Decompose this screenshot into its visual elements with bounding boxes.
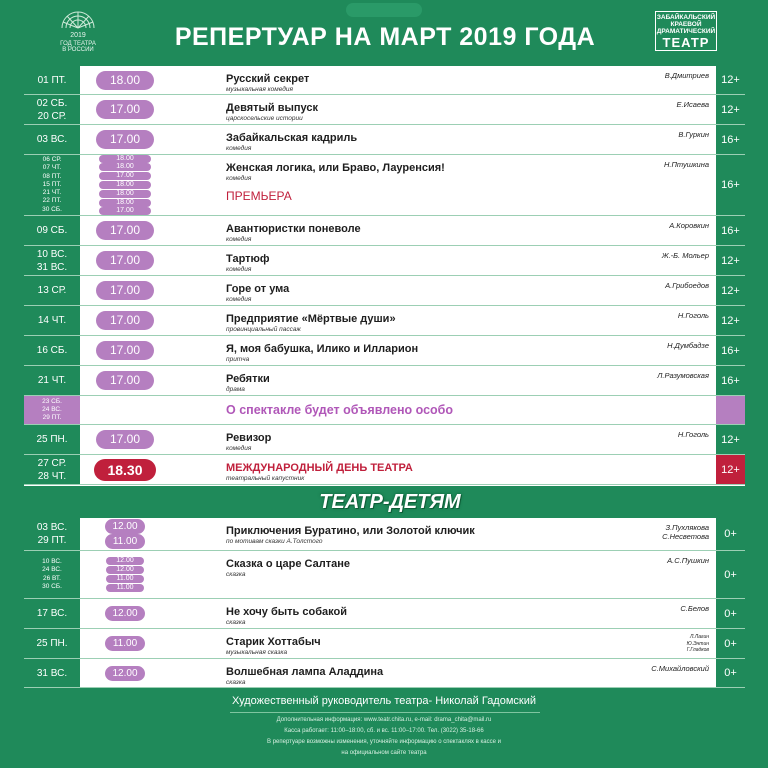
age-rating: 0+ bbox=[716, 599, 745, 628]
date-label: 16 СБ. bbox=[36, 345, 68, 356]
play-title: Забайкальская кадриль bbox=[226, 132, 358, 144]
logo-line-2: В РОССИИ bbox=[62, 47, 94, 53]
date-label: 31 ВС. bbox=[36, 261, 68, 273]
row-times bbox=[80, 659, 170, 687]
theatre-logo-line-3: ДРАМАТИЧЕСКИЙ bbox=[656, 28, 716, 35]
kids-schedule-row[interactable] bbox=[24, 629, 745, 659]
date-label: 30 СБ. bbox=[42, 205, 62, 213]
age-rating: 12+ bbox=[716, 425, 745, 454]
play-author bbox=[687, 634, 709, 654]
date-label: 30 СБ. bbox=[42, 582, 62, 590]
row-times bbox=[80, 246, 170, 275]
date-label: 03 ВС. bbox=[36, 522, 68, 533]
footer-info-line-1: Дополнительная информация: www.teatr.chita.ru, e-mail: drama_chita@mail.ru bbox=[276, 717, 492, 723]
author-name: Н.Думбадзе bbox=[667, 341, 709, 350]
play-title: Волшебная лампа Аладдина bbox=[226, 666, 384, 678]
time-pill: 18.00 bbox=[99, 155, 151, 163]
age-rating: 0+ bbox=[716, 629, 745, 658]
time-pill: 11.00 bbox=[106, 584, 144, 592]
schedule-row[interactable] bbox=[24, 155, 745, 216]
row-dates bbox=[24, 306, 80, 335]
time-pill: 17.00 bbox=[96, 430, 154, 449]
author-name: З.Пухлякова bbox=[665, 523, 709, 532]
play-genre: комедия bbox=[226, 445, 252, 452]
row-dates bbox=[24, 425, 80, 454]
age-rating: 12+ bbox=[716, 306, 745, 335]
play-title: Я, моя бабушка, Илико и Илларион bbox=[226, 343, 419, 355]
date-label: 03 ВС. bbox=[36, 134, 68, 145]
author-name: Г.Гладков bbox=[686, 647, 709, 653]
play-author bbox=[678, 311, 709, 320]
date-label: 09 СБ. bbox=[36, 225, 68, 236]
author-name: Н.Гоголь bbox=[677, 430, 709, 439]
play-genre: музыкальная сказка bbox=[226, 649, 288, 656]
play-author bbox=[669, 221, 709, 230]
play-title: Старик Хоттабыч bbox=[226, 636, 321, 648]
theatre-day-row[interactable] bbox=[24, 455, 745, 485]
row-dates bbox=[24, 551, 80, 598]
theatre-logo-line-1: ЗАБАЙКАЛЬСКИЙ bbox=[656, 14, 716, 21]
age-rating: 0+ bbox=[716, 659, 745, 687]
schedule-row[interactable] bbox=[24, 425, 745, 455]
play-genre: по мотивам сказки А.Толстого bbox=[226, 538, 323, 545]
play-info bbox=[226, 373, 270, 394]
row-times bbox=[80, 95, 170, 124]
footer-info-line-2: Касса работает: 11:00–18:00, сб. и вс. 11:00–17:00. Тел. (3022) 35-18-66 bbox=[284, 728, 484, 734]
author-name: Л.Разумовская bbox=[657, 371, 709, 380]
age-rating: 12+ bbox=[716, 246, 745, 275]
play-author bbox=[678, 130, 709, 139]
play-genre: комедия bbox=[226, 236, 252, 243]
play-info bbox=[226, 343, 418, 364]
header-tab-decoration bbox=[346, 3, 422, 17]
play-info bbox=[226, 462, 413, 483]
play-genre: сказка bbox=[226, 571, 246, 578]
time-pill: 12.00 bbox=[105, 606, 145, 621]
date-label: 14 ЧТ. bbox=[37, 315, 67, 326]
age-rating: 12+ bbox=[716, 66, 745, 94]
age-rating: 16+ bbox=[716, 155, 745, 215]
play-genre: притча bbox=[226, 356, 250, 363]
play-genre: комедия bbox=[226, 145, 252, 152]
play-info bbox=[226, 636, 321, 657]
schedule-row[interactable] bbox=[24, 216, 745, 246]
theatre-logo bbox=[655, 11, 717, 51]
play-info bbox=[226, 283, 289, 304]
date-label: 17 ВС. bbox=[36, 608, 68, 619]
schedule-row[interactable] bbox=[24, 366, 745, 396]
row-times bbox=[80, 366, 170, 395]
schedule-row[interactable] bbox=[24, 95, 745, 125]
date-label: 15 ПТ. bbox=[42, 180, 62, 188]
age-rating: 16+ bbox=[716, 125, 745, 154]
date-label: 07 ЧТ. bbox=[42, 164, 62, 172]
premiere-label: ПРЕМЬЕРА bbox=[226, 189, 292, 203]
row-times bbox=[80, 551, 170, 598]
date-label: 28 ЧТ. bbox=[37, 470, 67, 482]
date-label: 22 ПТ. bbox=[42, 197, 62, 205]
author-name: А.Грибоедов bbox=[665, 281, 709, 290]
date-label: 29 ПТ. bbox=[37, 535, 67, 546]
row-times bbox=[80, 599, 170, 628]
adult-schedule-table bbox=[24, 66, 745, 486]
kids-schedule-row[interactable] bbox=[24, 518, 745, 551]
footer-director: Художественный руководитель театра- Николай Гадомский bbox=[231, 695, 537, 707]
date-label: 23 СБ. bbox=[42, 397, 62, 405]
date-label: 02 СБ. bbox=[36, 97, 68, 109]
time-pill: 11.00 bbox=[106, 575, 144, 583]
time-pill: 12.00 bbox=[106, 557, 144, 565]
author-name: В.Дмитриев bbox=[664, 71, 709, 80]
play-title: Тартюф bbox=[226, 253, 270, 265]
play-author bbox=[662, 523, 709, 541]
date-label: 24 ВС. bbox=[42, 566, 62, 574]
row-dates bbox=[24, 95, 80, 124]
date-label: 10 ВС. bbox=[42, 557, 62, 565]
kids-schedule-row[interactable] bbox=[24, 659, 745, 688]
row-times bbox=[80, 125, 170, 154]
schedule-row[interactable] bbox=[24, 125, 745, 155]
footer-divider bbox=[230, 712, 540, 713]
date-label: 21 ЧТ. bbox=[42, 189, 62, 197]
date-label: 31 ВС. bbox=[36, 667, 68, 679]
play-author bbox=[657, 371, 709, 380]
play-genre: комедия bbox=[226, 175, 252, 182]
play-author bbox=[664, 160, 709, 169]
date-label: 20 СР. bbox=[37, 110, 67, 122]
author-name: С.Михайловский bbox=[651, 664, 709, 673]
play-author bbox=[667, 556, 709, 565]
row-times bbox=[80, 155, 170, 215]
play-title: Предприятие «Мёртвые души» bbox=[226, 313, 396, 325]
play-title: Приключения Буратино, или Золотой ключик bbox=[226, 525, 475, 537]
time-pill: 12.00 bbox=[105, 666, 145, 681]
schedule-row[interactable] bbox=[24, 66, 745, 95]
play-title: Девятый выпуск bbox=[226, 102, 318, 114]
row-dates bbox=[24, 599, 80, 628]
time-pill: 12.00 bbox=[106, 566, 144, 574]
row-dates bbox=[24, 659, 80, 687]
row-dates bbox=[24, 629, 80, 658]
play-info bbox=[226, 162, 445, 203]
author-name: Н.Гоголь bbox=[677, 311, 709, 320]
play-author bbox=[677, 100, 709, 109]
author-name: Ж.-Б. Мольер bbox=[661, 251, 709, 260]
row-dates bbox=[24, 246, 80, 275]
time-pill: 17.00 bbox=[96, 251, 154, 270]
play-info bbox=[226, 558, 350, 579]
footer-info-line-3: В репертуаре возможны изменения, уточняйте информацию о спектаклях в кассе и bbox=[267, 739, 501, 745]
play-title: Сказка о царе Салтане bbox=[226, 558, 350, 570]
play-info bbox=[226, 223, 361, 244]
row-times bbox=[80, 306, 170, 335]
fan-logo-icon bbox=[58, 6, 98, 30]
play-genre: комедия bbox=[226, 296, 252, 303]
row-dates bbox=[24, 216, 80, 245]
schedule-row[interactable] bbox=[24, 246, 745, 276]
time-pill: 17.00 bbox=[96, 281, 154, 300]
schedule-row[interactable] bbox=[24, 276, 745, 306]
time-pill: 18.00 bbox=[99, 181, 151, 189]
author-name: Ю.Энтин bbox=[686, 640, 709, 647]
author-name: Л.Лагин bbox=[689, 634, 709, 640]
play-info bbox=[226, 606, 347, 627]
row-times bbox=[80, 425, 170, 454]
play-info bbox=[226, 313, 396, 334]
row-times bbox=[80, 66, 170, 94]
date-label: 29 ПТ. bbox=[42, 414, 62, 422]
play-author bbox=[665, 281, 709, 290]
play-info bbox=[226, 666, 383, 687]
date-label: 27 СР. bbox=[37, 457, 67, 469]
row-dates bbox=[24, 276, 80, 305]
play-genre: театральный капустник bbox=[226, 475, 305, 482]
special-notice-row[interactable] bbox=[24, 396, 745, 425]
play-title: Женская логика, или Браво, Лауренсия! bbox=[226, 162, 445, 174]
play-title: Горе от ума bbox=[226, 283, 290, 295]
time-pill: 17.00 bbox=[96, 130, 154, 149]
author-name: В.Гуркин bbox=[678, 130, 709, 139]
row-dates bbox=[24, 396, 80, 424]
time-pill: 17.00 bbox=[99, 172, 151, 180]
time-pill: 17.00 bbox=[96, 341, 154, 360]
play-info bbox=[226, 102, 318, 123]
play-info bbox=[226, 73, 309, 94]
age-rating: 16+ bbox=[716, 336, 745, 365]
time-pill: 17.00 bbox=[96, 221, 154, 240]
row-dates bbox=[24, 155, 80, 215]
date-label: 06 СР. bbox=[42, 155, 62, 163]
author-name: Е.Исаева bbox=[676, 100, 709, 109]
time-pill: 17.00 bbox=[96, 100, 154, 119]
time-pill: 12.00 bbox=[105, 519, 145, 534]
play-author bbox=[665, 71, 709, 80]
time-pill: 18.00 bbox=[96, 71, 154, 90]
play-title: Ревизор bbox=[226, 432, 272, 444]
time-pill: 18.00 bbox=[99, 199, 151, 207]
age-rating-placeholder bbox=[716, 396, 745, 424]
row-dates bbox=[24, 455, 80, 484]
time-pill: 18.00 bbox=[99, 163, 151, 171]
date-label: 25 ПН. bbox=[36, 638, 68, 649]
play-info bbox=[226, 525, 475, 546]
time-pill: 17.00 bbox=[96, 371, 154, 390]
author-name: С.Несветова bbox=[662, 532, 709, 541]
logo-line-1: ГОД ТЕАТРА bbox=[60, 41, 96, 47]
play-author bbox=[680, 604, 709, 613]
kids-schedule-row[interactable] bbox=[24, 599, 745, 629]
author-name: Н.Птушкина bbox=[663, 160, 709, 169]
date-label: 24 ВС. bbox=[42, 405, 62, 413]
kids-schedule-row[interactable] bbox=[24, 551, 745, 599]
kids-section-title: ТЕАТР-ДЕТЯМ bbox=[319, 491, 461, 513]
play-genre: комедия bbox=[226, 266, 252, 273]
date-label: 21 ЧТ. bbox=[37, 375, 67, 386]
row-dates bbox=[24, 366, 80, 395]
time-pill: 17.00 bbox=[96, 311, 154, 330]
row-dates bbox=[24, 518, 80, 550]
play-genre: царскосельские истории bbox=[226, 115, 303, 122]
row-times bbox=[80, 455, 170, 484]
play-title: Не хочу быть собакой bbox=[226, 606, 347, 618]
play-genre: драма bbox=[226, 386, 245, 393]
row-times bbox=[80, 276, 170, 305]
age-rating: 0+ bbox=[716, 518, 745, 550]
play-genre: сказка bbox=[226, 619, 246, 626]
play-title: МЕЖДУНАРОДНЫЙ ДЕНЬ ТЕАТРА bbox=[226, 462, 413, 474]
play-title: Русский секрет bbox=[226, 73, 310, 85]
date-label: 13 СР. bbox=[37, 285, 67, 296]
age-rating: 16+ bbox=[716, 216, 745, 245]
play-title: Авантюристки поневоле bbox=[226, 223, 361, 235]
play-author bbox=[678, 430, 709, 439]
kids-schedule-table bbox=[24, 518, 745, 688]
schedule-row[interactable] bbox=[24, 336, 745, 366]
theatre-logo-line-2: КРАЕВОЙ bbox=[670, 21, 702, 28]
play-info bbox=[226, 132, 357, 153]
date-label: 25 ПН. bbox=[36, 434, 68, 445]
year-of-theatre-logo bbox=[50, 6, 106, 54]
date-label: 26 ВТ. bbox=[43, 574, 61, 582]
date-label: 08 ПТ. bbox=[42, 172, 62, 180]
date-label: 10 ВС. bbox=[36, 248, 68, 260]
time-pill: 17.00 bbox=[99, 207, 151, 215]
special-notice: О спектакле будет объявлено особо bbox=[226, 403, 454, 417]
header-bar bbox=[0, 0, 768, 62]
age-rating: 12+ bbox=[716, 455, 745, 484]
play-author bbox=[667, 341, 709, 350]
play-info bbox=[226, 432, 271, 453]
play-info bbox=[226, 253, 270, 274]
play-author bbox=[651, 664, 709, 673]
footer-info-line-4: на официальном сайте театра bbox=[341, 750, 427, 756]
age-rating: 16+ bbox=[716, 366, 745, 395]
age-rating: 12+ bbox=[716, 276, 745, 305]
author-name: А.Коровкин bbox=[669, 221, 709, 230]
date-label: 01 ПТ. bbox=[37, 74, 67, 86]
time-pill: 18.30 bbox=[94, 459, 156, 481]
row-times bbox=[80, 336, 170, 365]
play-genre: сказка bbox=[226, 679, 246, 686]
schedule-row[interactable] bbox=[24, 306, 745, 336]
theatre-logo-line-4: ТЕАТР bbox=[662, 35, 710, 50]
page-title: РЕПЕРТУАР НА МАРТ 2019 ГОДА bbox=[174, 23, 596, 51]
time-pill: 11.00 bbox=[105, 636, 145, 651]
age-rating: 0+ bbox=[716, 551, 745, 598]
play-title: Ребятки bbox=[226, 373, 270, 385]
row-times bbox=[80, 629, 170, 658]
row-times bbox=[80, 216, 170, 245]
logo-year-text: 2019 bbox=[70, 32, 86, 39]
author-name: А.С.Пушкин bbox=[667, 556, 709, 565]
play-genre: музыкальная комедия bbox=[226, 86, 293, 93]
row-dates bbox=[24, 125, 80, 154]
time-pill: 11.00 bbox=[105, 534, 145, 549]
row-dates bbox=[24, 336, 80, 365]
time-pill: 18.00 bbox=[99, 190, 151, 198]
play-genre: провинциальный пассаж bbox=[226, 326, 301, 333]
author-name: С.Белов bbox=[680, 604, 709, 613]
play-author bbox=[662, 251, 709, 260]
row-times bbox=[80, 518, 170, 550]
row-dates bbox=[24, 66, 80, 94]
age-rating: 12+ bbox=[716, 95, 745, 124]
